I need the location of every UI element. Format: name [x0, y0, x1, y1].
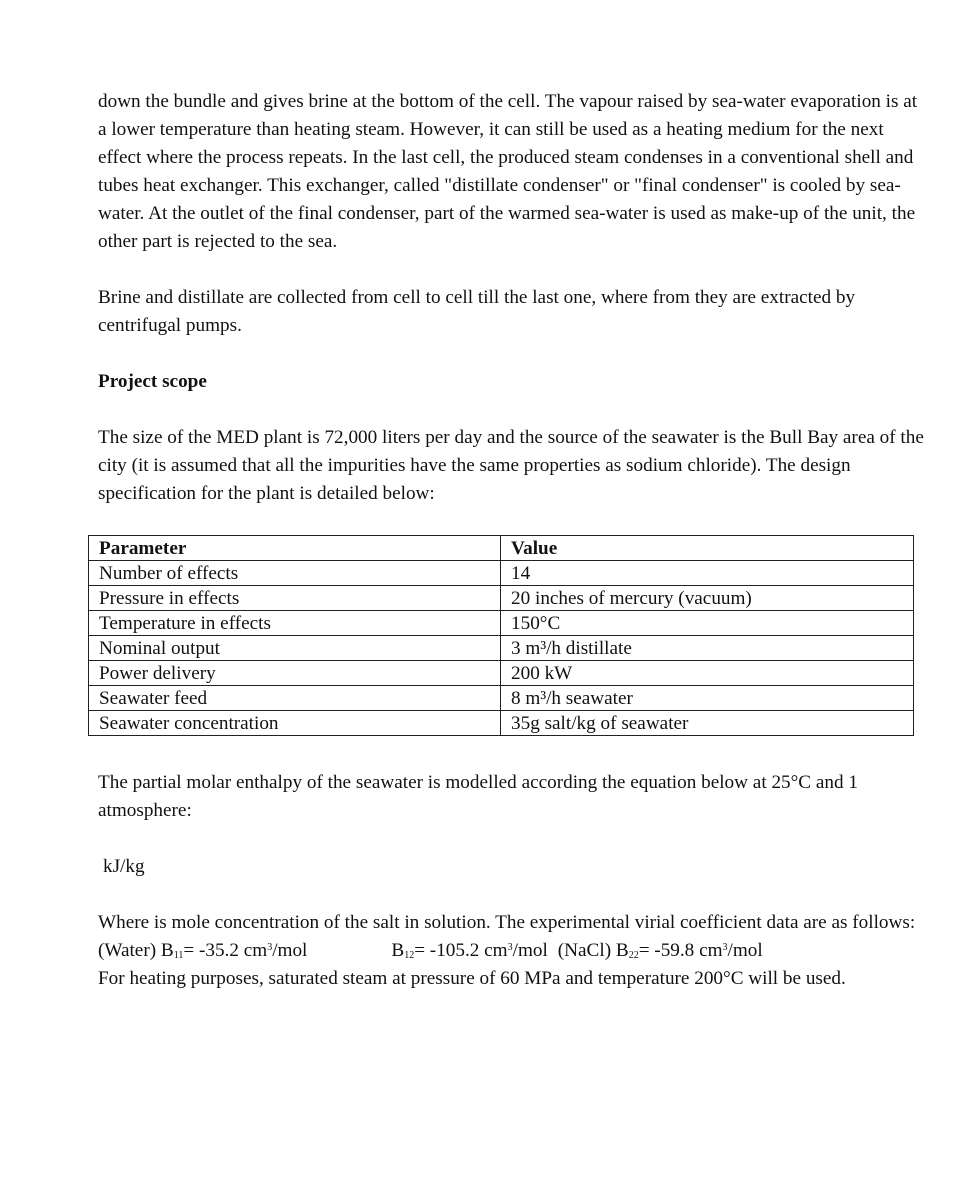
scope-paragraph: The size of the MED plant is 72,000 liters per day and the source of the seawater is the Bull Bay area of the city (it is assumed that all the impurities have the same properties as sodium chloride). The design specification for the plant is detailed below: [98, 427, 924, 504]
b12-subscript: 12 [404, 950, 415, 961]
header-parameter: Parameter [89, 536, 501, 561]
design-spec-table [88, 535, 914, 736]
parameter-cell: Number of effects [89, 561, 501, 586]
heating-paragraph: For heating purposes, saturated steam at pressure of 60 MPa and temperature 200°C will be used. [98, 968, 846, 989]
table-row [89, 711, 914, 736]
parameter-cell: Power delivery [89, 661, 501, 686]
b22-subscript: 22 [628, 950, 639, 961]
water-label: (Water) [98, 940, 157, 961]
table-row [89, 561, 914, 586]
b22-unit-exponent: 3 [722, 942, 728, 953]
b11-symbol: B [160, 940, 174, 961]
header-value: Value [501, 536, 914, 561]
intro-paragraph: down the bundle and gives brine at the bottom of the cell. The vapour raised by sea-water evaporation is at a lower temperature than heating steam. However, it can still be used as a heating medium for the next effect where the process repeats. In the last cell, the produced steam condenses in a conventional shell and tubes heat exchanger. This exchanger, called "distillate condenser" or "final condenser" is cooled by sea-water. At the outlet of the final condenser, part of the warmed sea-water is used as make-up of the unit, the other part is rejected to the sea. [98, 91, 918, 252]
b11-unit-exponent: 3 [267, 942, 273, 953]
b22-unit: /mol [727, 940, 763, 961]
value-cell: 200 kW [501, 661, 914, 686]
virial-intro-paragraph: Where is mole concentration of the salt in solution. The experimental virial coefficient data are as follows: [98, 912, 916, 933]
table-row [89, 586, 914, 611]
enthalpy-paragraph: The partial molar enthalpy of the seawater is modelled according the equation below at 25°C and 1 atmosphere: [98, 772, 858, 821]
b12-value: = -105.2 cm [414, 940, 508, 961]
b12-coefficient [391, 940, 547, 961]
equation-line [103, 853, 928, 881]
parameter-cell: Pressure in effects [89, 586, 501, 611]
value-cell: 14 [501, 561, 914, 586]
parameter-cell: Temperature in effects [89, 611, 501, 636]
parameter-cell: Seawater concentration [89, 711, 501, 736]
b11-subscript: 11 [173, 950, 184, 961]
b11-value: = -35.2 cm [183, 940, 268, 961]
value-cell: 150°C [501, 611, 914, 636]
value-cell: 8 m³/h seawater [501, 686, 914, 711]
document-body [98, 88, 928, 536]
b22-value: = -59.8 cm [638, 940, 723, 961]
b11-unit: /mol [272, 940, 308, 961]
b12-symbol: B [391, 940, 405, 961]
table-row [89, 661, 914, 686]
b11-coefficient [161, 940, 307, 961]
table-row [89, 686, 914, 711]
b12-unit: /mol [512, 940, 548, 961]
parameter-cell: Seawater feed [89, 686, 501, 711]
parameter-cell: Nominal output [89, 636, 501, 661]
table-row [89, 611, 914, 636]
virial-coefficients-line [98, 937, 928, 965]
section-heading-project-scope: Project scope [98, 371, 207, 392]
table-row [89, 636, 914, 661]
equation-unit: kJ/kg [103, 856, 145, 877]
value-cell: 35g salt/kg of seawater [501, 711, 914, 736]
nacl-label: (NaCl) [557, 940, 612, 961]
brine-paragraph: Brine and distillate are collected from cell to cell till the last one, where from they are extracted by centrifugal pumps. [98, 287, 856, 336]
b22-coefficient [616, 940, 763, 961]
table-header-row [89, 536, 914, 561]
b12-unit-exponent: 3 [507, 942, 513, 953]
value-cell: 20 inches of mercury (vacuum) [501, 586, 914, 611]
value-cell: 3 m³/h distillate [501, 636, 914, 661]
b22-symbol: B [615, 940, 629, 961]
post-table-section [98, 769, 928, 993]
